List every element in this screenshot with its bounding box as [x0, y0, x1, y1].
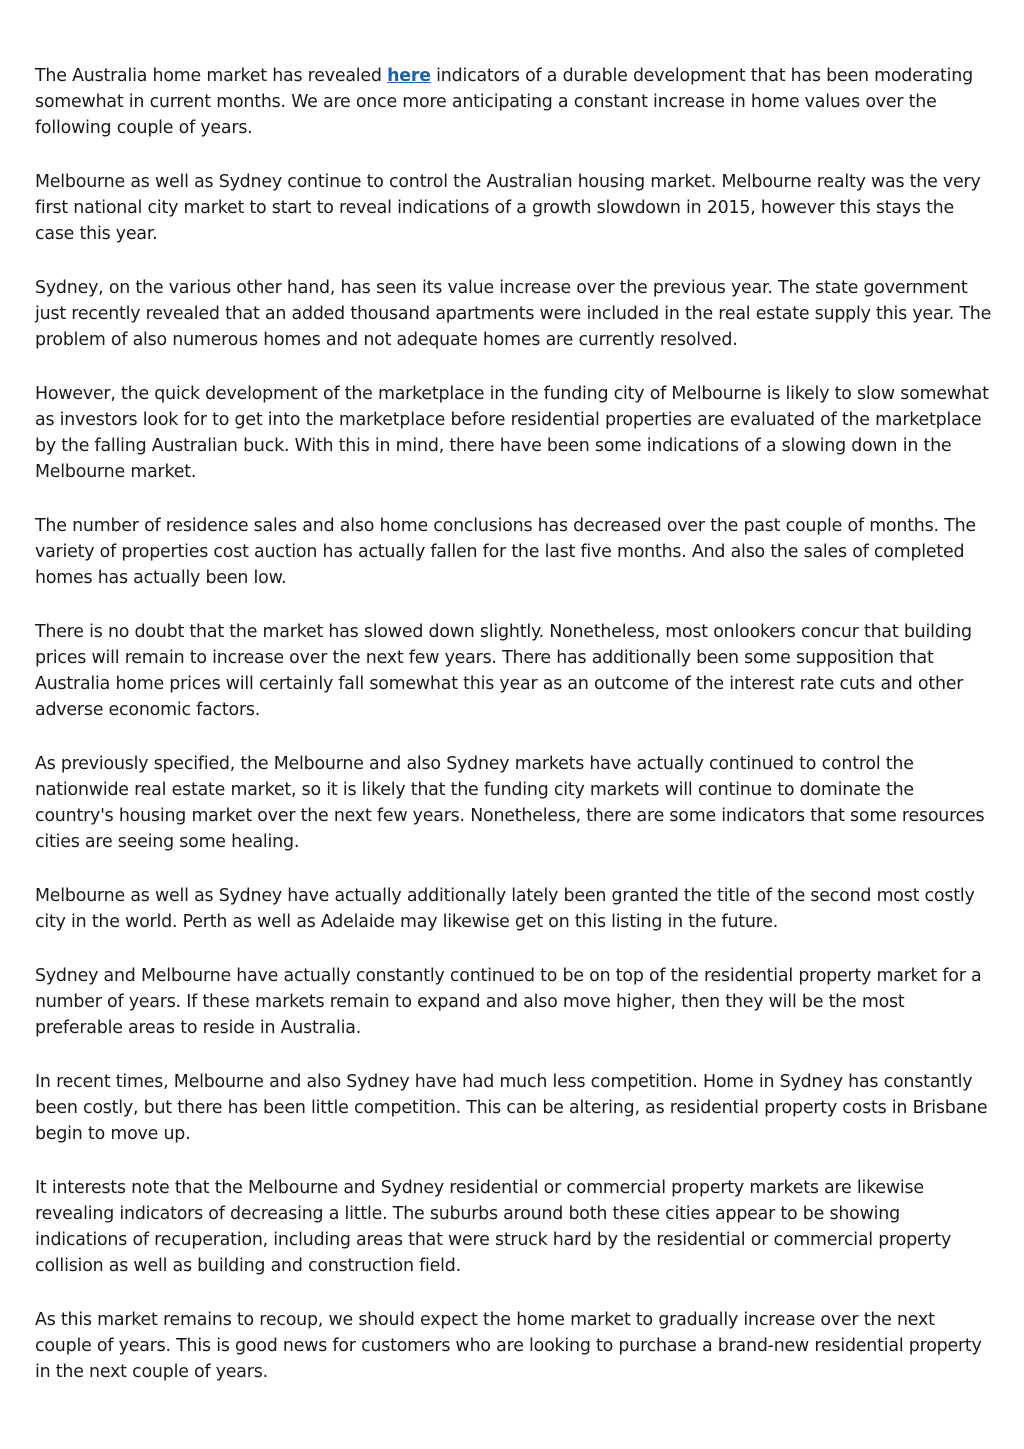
paragraph: Melbourne as well as Sydney have actually additionally lately been granted the title of the second most costly city in the world. Perth as well as Adelaide may likewise get on this listing in the future.	[35, 886, 975, 932]
paragraph-text-before-link: The Australia home market has revealed	[35, 66, 388, 86]
paragraph: Sydney, on the various other hand, has seen its value increase over the previous year. The state government just recently revealed that an added thousand apartments were included in the real estate supply this year. The problem of also numerous homes and not adequate homes are currently resolved.	[35, 278, 992, 350]
paragraph	[35, 63, 995, 141]
article-body	[35, 63, 995, 1413]
paragraph: The number of residence sales and also home conclusions has decreased over the past couple of months. The variety of properties cost auction has actually fallen for the last five months. And also the sales of completed homes has actually been low.	[35, 516, 976, 588]
paragraph: As this market remains to recoup, we should expect the home market to gradually increase over the next couple of years. This is good news for customers who are looking to purchase a brand-new residential property in the next couple of years.	[35, 1310, 982, 1382]
paragraph: In recent times, Melbourne and also Sydney have had much less competition. Home in Sydney has constantly been costly, but there has been little competition. This can be altering, as residential property costs in Brisbane begin to move up.	[35, 1072, 988, 1144]
paragraph: There is no doubt that the market has slowed down slightly. Nonetheless, most onlookers concur that building prices will remain to increase over the next few years. There has additionally been some supposition that Australia home prices will certainly fall somewhat this year as an outcome of the interest rate cuts and other adverse economic factors.	[35, 622, 972, 720]
paragraph: Sydney and Melbourne have actually constantly continued to be on top of the residential property market for a number of years. If these markets remain to expand and also move higher, then they will be the most preferable areas to reside in Australia.	[35, 966, 982, 1038]
paragraph: Melbourne as well as Sydney continue to control the Australian housing market. Melbourne realty was the very first national city market to start to reveal indications of a growth slowdown in 2015, however this stays the case this year.	[35, 172, 981, 244]
here-link[interactable]: here	[387, 66, 431, 86]
paragraph: It interests note that the Melbourne and Sydney residential or commercial property markets are likewise revealing indicators of decreasing a little. The suburbs around both these cities appear to be showing indications of recuperation, including areas that were struck hard by the residential or commercial property collision as well as building and construction field.	[35, 1178, 952, 1276]
paragraph: However, the quick development of the marketplace in the funding city of Melbourne is likely to slow somewhat as investors look for to get into the marketplace before residential properties are evaluated of the marketplace by the falling Australian buck. With this in mind, there have been some indications of a slowing down in the Melbourne market.	[35, 384, 989, 482]
paragraph: As previously specified, the Melbourne and also Sydney markets have actually continued to control the nationwide real estate market, so it is likely that the funding city markets will continue to dominate the country's housing market over the next few years. Nonetheless, there are some indicators that some resources cities are seeing some healing.	[35, 754, 985, 852]
paragraph-text-after-link: indicators of a durable development that has been moderating somewhat in current months. We are once more anticipating a constant increase in home values over the following couple of years.	[35, 66, 973, 138]
